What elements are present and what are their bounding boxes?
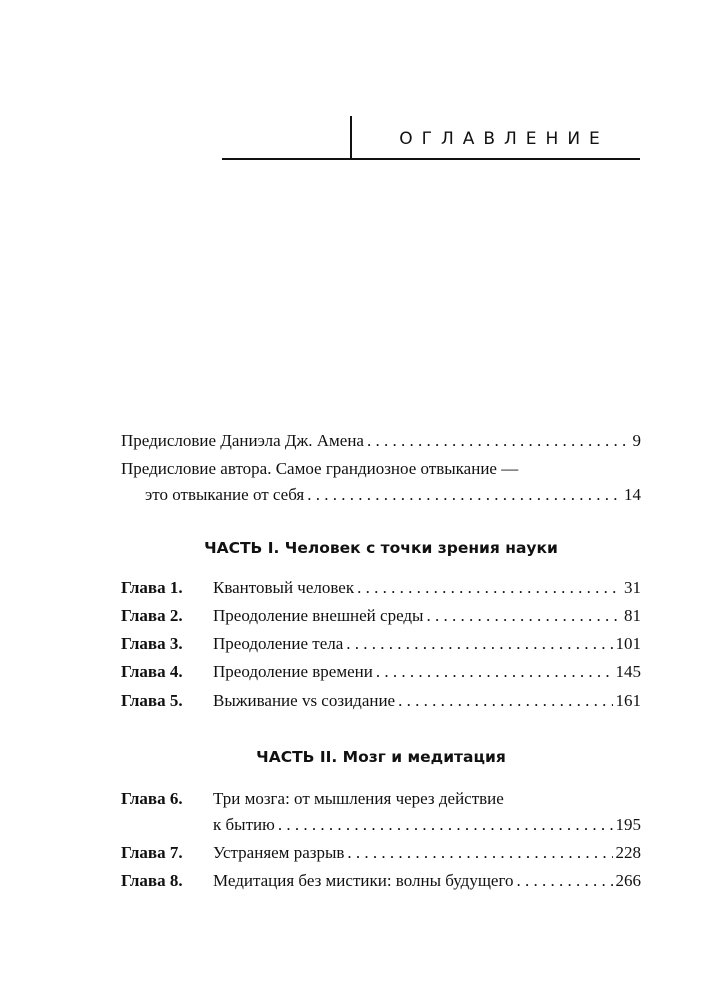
chapter-title: Квантовый человек bbox=[213, 578, 355, 597]
dot-leader bbox=[347, 840, 612, 866]
chapter-label: Глава 2. bbox=[121, 606, 183, 625]
chapter-page: 145 bbox=[615, 662, 641, 681]
chapter-title: Медитация без мистики: волны будущего bbox=[213, 871, 514, 890]
chapter-title: Преодоление внешней среды bbox=[213, 606, 424, 625]
dot-leader bbox=[307, 482, 621, 508]
header-vertical-bar bbox=[350, 116, 352, 158]
chapter-page: 195 bbox=[615, 815, 641, 834]
chapter-entry bbox=[121, 786, 641, 838]
chapter-page: 228 bbox=[615, 843, 641, 862]
dot-leader bbox=[346, 631, 612, 657]
chapter-entry bbox=[121, 631, 641, 657]
dot-leader bbox=[426, 603, 621, 629]
chapter-entry bbox=[121, 575, 641, 601]
dot-leader bbox=[376, 659, 613, 685]
chapter-page: 101 bbox=[615, 634, 641, 653]
entry-page: 14 bbox=[624, 485, 641, 504]
chapter-title: Преодоление времени bbox=[213, 662, 373, 681]
chapter-entry bbox=[121, 688, 641, 714]
dot-leader bbox=[398, 688, 612, 714]
entry-title-line2: это отвыкание от себя bbox=[145, 485, 305, 504]
chapter-entry bbox=[121, 603, 641, 629]
chapter-title-line2: к бытию bbox=[213, 815, 275, 834]
entry-page: 9 bbox=[632, 431, 641, 450]
chapter-label: Глава 4. bbox=[121, 662, 183, 681]
chapter-title: Устраняем разрыв bbox=[213, 843, 345, 862]
part-heading: ЧАСТЬ II. Мозг и медитация bbox=[256, 748, 506, 766]
chapter-page: 161 bbox=[615, 691, 641, 710]
chapter-title-line1: Три мозга: от мышления через действие bbox=[213, 789, 504, 808]
dot-leader bbox=[278, 812, 613, 838]
chapter-label: Глава 8. bbox=[121, 871, 183, 890]
chapter-title: Выживание vs созидание bbox=[213, 691, 396, 710]
chapter-title-line1-row bbox=[121, 786, 641, 812]
chapter-label: Глава 7. bbox=[121, 843, 183, 862]
dot-leader bbox=[367, 428, 630, 454]
chapter-label: Глава 5. bbox=[121, 691, 183, 710]
chapter-label: Глава 1. bbox=[121, 578, 183, 597]
chapter-label: Глава 3. bbox=[121, 634, 183, 653]
entry-title-line1: Предисловие автора. Самое грандиозное отвыкание — bbox=[121, 459, 519, 478]
chapter-page: 81 bbox=[624, 606, 641, 625]
chapter-entry bbox=[121, 659, 641, 685]
chapter-entry bbox=[121, 840, 641, 866]
entry-title: Предисловие Даниэла Дж. Амена bbox=[121, 431, 364, 450]
dot-leader bbox=[517, 868, 613, 894]
header-rule bbox=[222, 158, 640, 160]
page-title: ОГЛАВЛЕНИЕ bbox=[399, 129, 609, 149]
chapter-entry bbox=[121, 868, 641, 894]
chapter-page: 31 bbox=[624, 578, 641, 597]
chapter-title: Преодоление тела bbox=[213, 634, 344, 653]
chapter-page: 266 bbox=[615, 871, 641, 890]
part-heading: ЧАСТЬ I. Человек с точки зрения науки bbox=[204, 539, 558, 557]
preface-entry bbox=[121, 456, 641, 508]
chapter-label: Глава 6. bbox=[121, 789, 183, 808]
dot-leader bbox=[357, 575, 621, 601]
preface-entry bbox=[121, 428, 641, 454]
